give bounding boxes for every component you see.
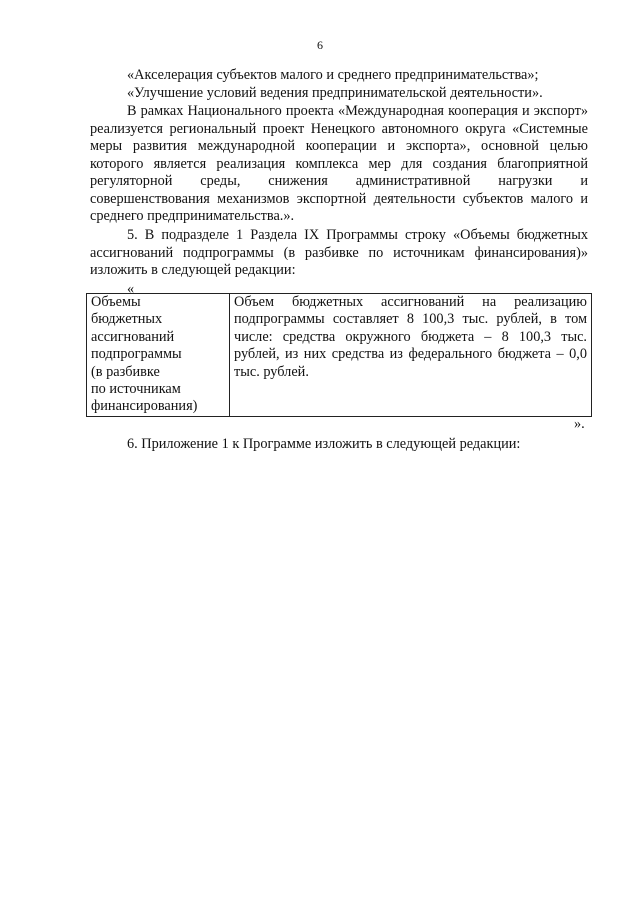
item-5-paragraph: 5. В подразделе 1 Раздела IX Программы строку «Объемы бюджетных ассигнований подпрограммы (в разбивке по источникам финансирования)» изложить в следующей редакции: (90, 227, 588, 278)
quote-line-business-conditions: «Улучшение условий ведения предпринимательской деятельности». (127, 84, 543, 101)
label-line: (в разбивке (91, 363, 160, 380)
table-value-cell: Объем бюджетных ассигнований на реализацию подпрограммы составляет 8 100,3 тыс. рублей, в том числе: средства окружного бюджета – 8 100,3 тыс. рублей, из них средства из федерального бюджета – 0,0 тыс. рублей. (230, 294, 592, 417)
label-line: бюджетных (91, 311, 163, 328)
label-line: ассигнований (91, 328, 175, 345)
item-6-paragraph: 6. Приложение 1 к Программе изложить в следующей редакции: (127, 436, 521, 452)
label-line: Объемы (91, 294, 141, 310)
label-line: финансирования) (91, 398, 198, 415)
national-project-paragraph-block (90, 103, 588, 226)
budget-allocation-table (86, 293, 592, 417)
opening-quote-mark: « (127, 281, 135, 297)
page-number: 6 (317, 38, 323, 52)
item-6-paragraph-block (90, 436, 588, 454)
national-project-paragraph: В рамках Национального проекта «Международная кооперация и экспорт» реализуется региональный проект Ненецкого автономного округа «Системные меры развития международной кооперации и экспорта», основной целью которого является реализация комплекса мер для создания благоприятной регуляторной среды, снижения административной нагрузки и совершенствования механизмов экспортной деятельности субъектов малого и среднего предпринимательства.». (90, 103, 588, 224)
label-line: по источникам (91, 381, 181, 398)
closing-quote-mark: ». (574, 416, 585, 432)
table-row (87, 294, 592, 417)
label-line: подпрограммы (91, 346, 182, 363)
quote-line-acceleration: «Акселерация субъектов малого и среднего предпринимательства»; (127, 67, 539, 83)
item-5-paragraph-block (90, 227, 588, 280)
table-label-cell (87, 294, 230, 417)
subproject-quote-lines (90, 67, 588, 102)
